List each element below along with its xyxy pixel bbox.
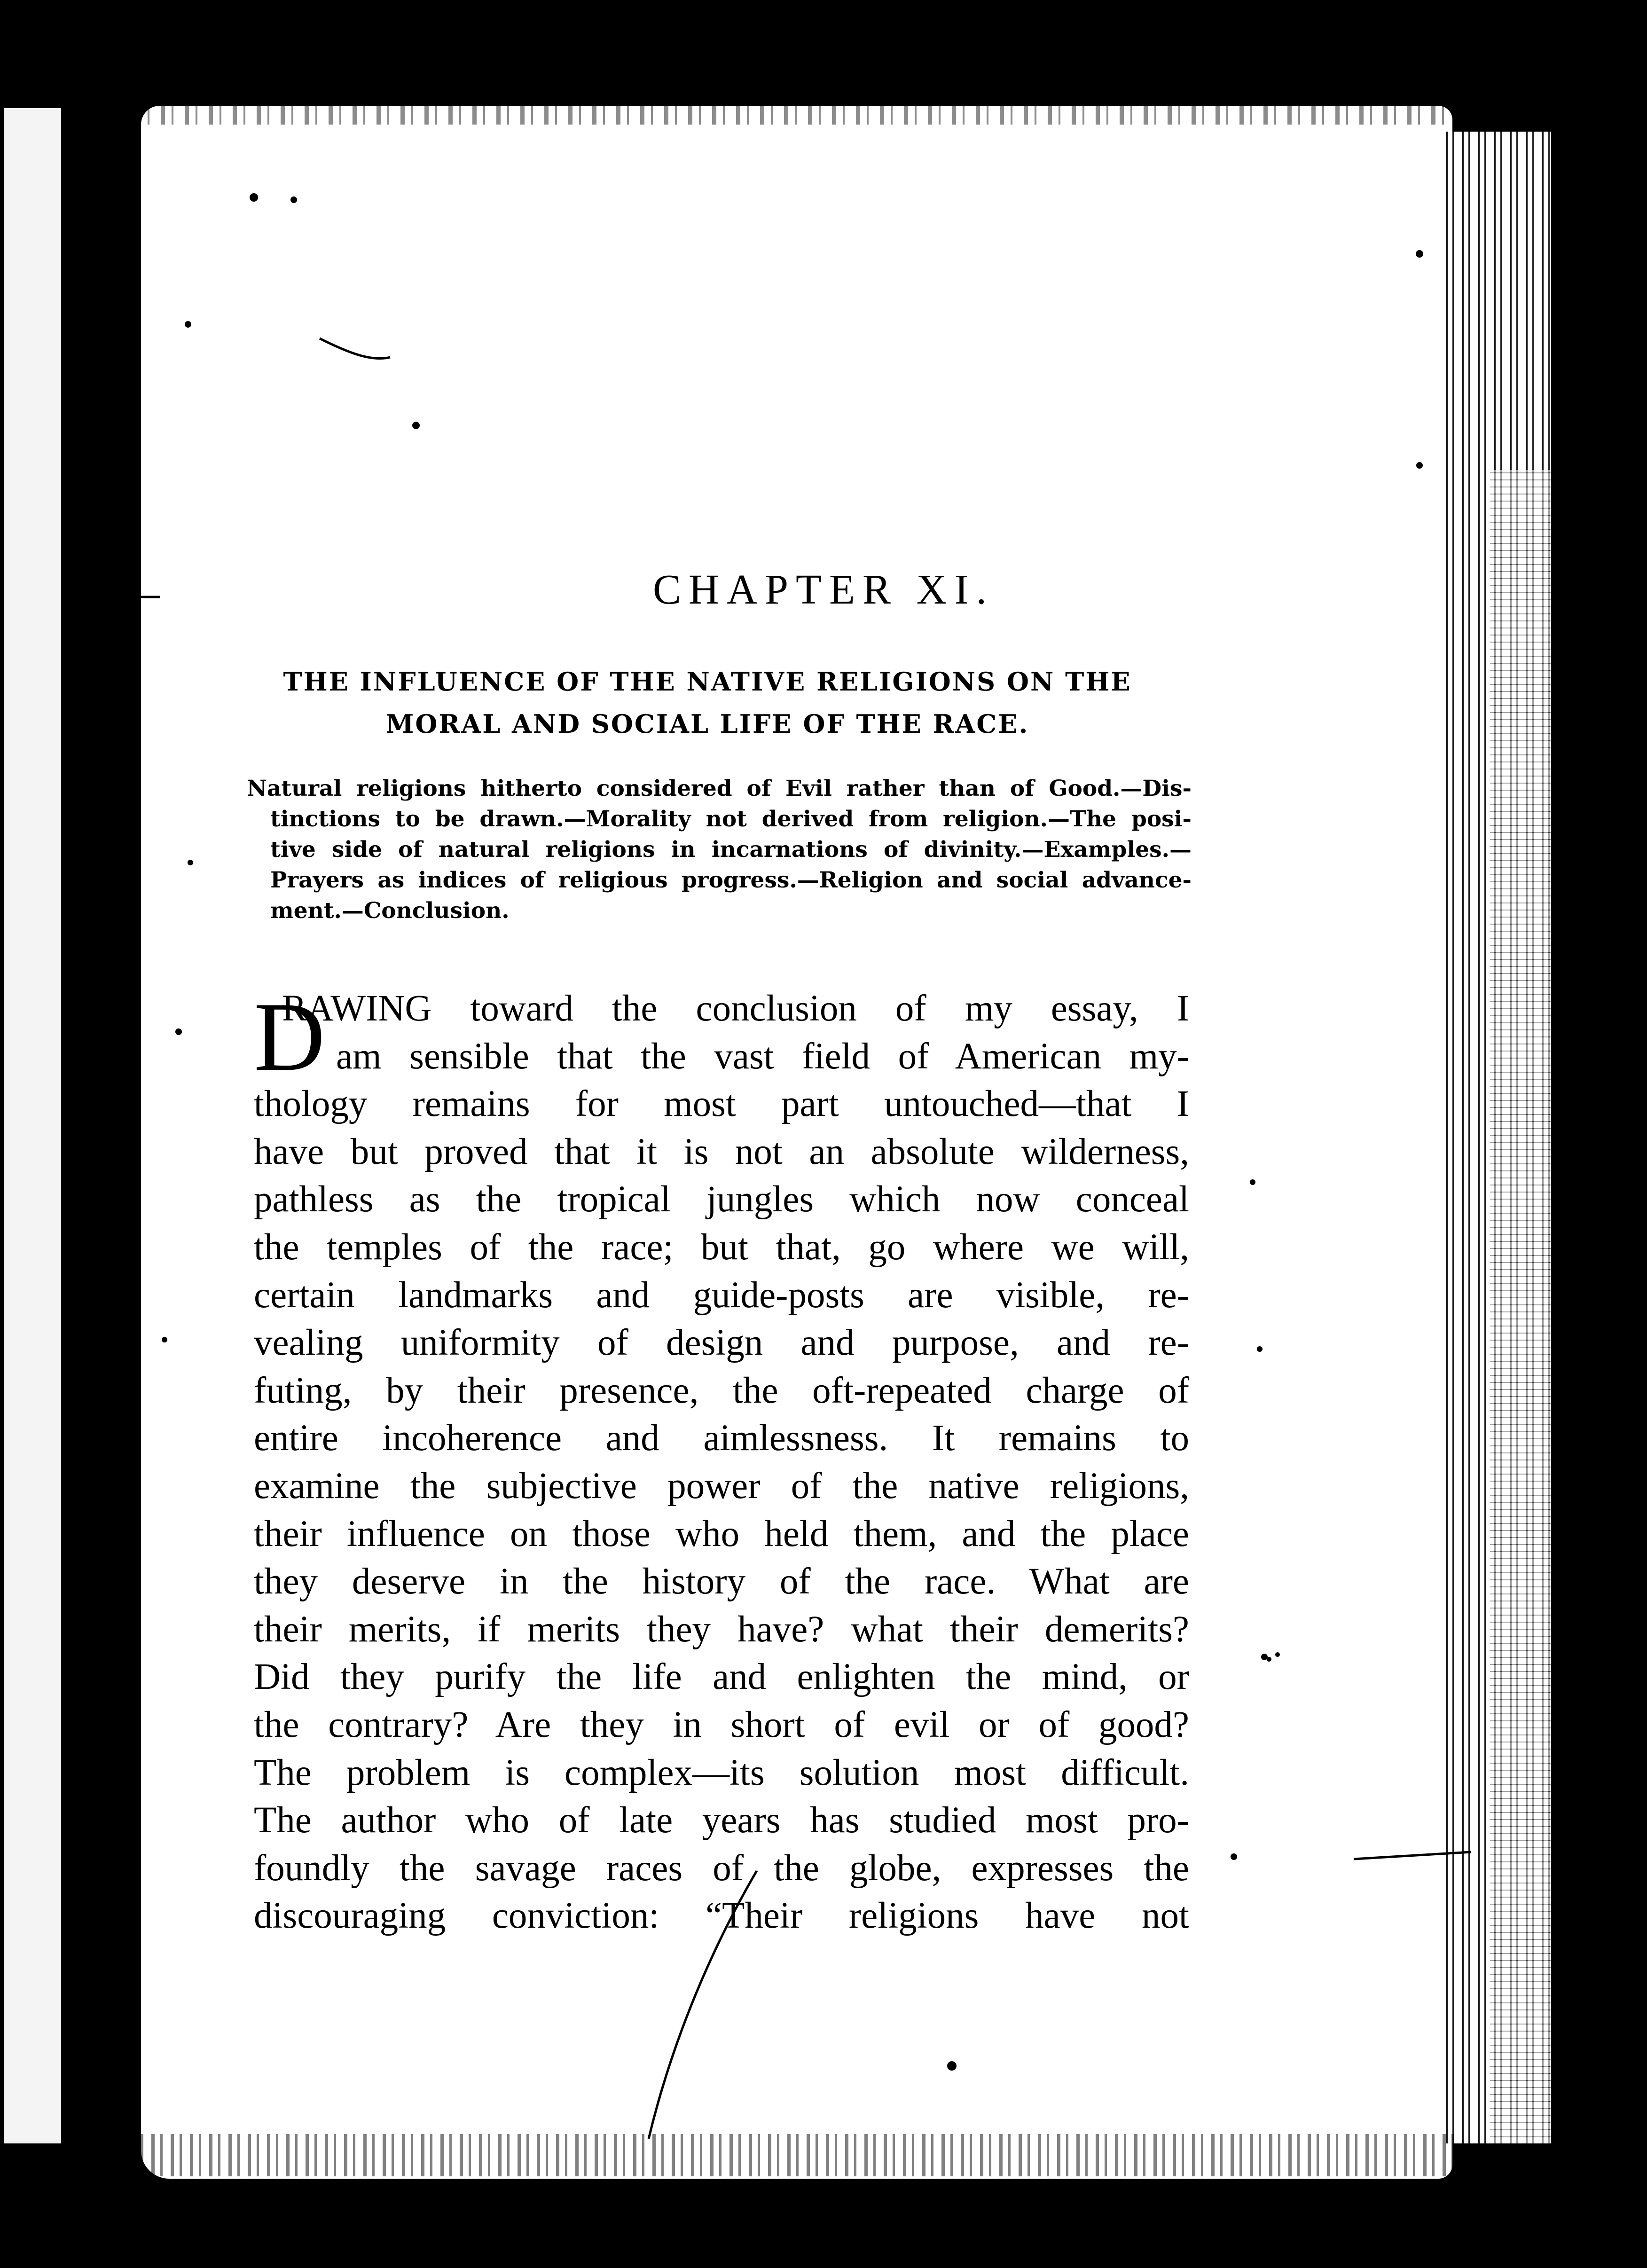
body-line: their merits, if merits they have? what their demerits? xyxy=(254,1609,1189,1650)
body-text xyxy=(254,982,1189,1940)
body-line: they deserve in the history of the race. What are xyxy=(254,1561,1189,1602)
chapter-title-line: THE INFLUENCE OF THE NATIVE RELIGIONS ON THE xyxy=(283,667,1132,697)
body-line: vealing uniformity of design and purpose, and re- xyxy=(254,1322,1189,1364)
body-line: The problem is complex—its solution most difficult. xyxy=(254,1752,1189,1793)
chapter-heading: CHAPTER XI. xyxy=(652,566,995,613)
chapter-title xyxy=(226,660,1189,745)
body-line: Did they purify the life and enlighten the mind, or xyxy=(254,1656,1189,1698)
body-line: examine the subjective power of the native religions, xyxy=(254,1465,1189,1507)
body-line: foundly the savage races of the globe, expresses the xyxy=(254,1847,1189,1889)
drop-cap: D xyxy=(254,982,325,1091)
body-line: pathless as the tropical jungles which now conceal xyxy=(254,1179,1189,1220)
body-line: am sensible that the vast field of American my- xyxy=(336,1036,1189,1077)
synopsis-line: Prayers as indices of religious progress.—Religion and social advance- xyxy=(270,867,1192,893)
body-line: their influence on those who held them, and the place xyxy=(254,1513,1189,1554)
body-line: the contrary? Are they in short of evil or of good? xyxy=(254,1704,1189,1745)
synopsis-line: Natural religions hitherto considered of Evil rather than of Good.—Dis- xyxy=(247,776,1192,801)
body-line: The author who of late years has studied most pro- xyxy=(254,1800,1189,1841)
body-line: RAWING toward the conclusion of my essay, I xyxy=(282,988,1189,1029)
body-line: futing, by their presence, the oft-repeated charge of xyxy=(254,1370,1189,1411)
body-line: thology remains for most part untouched—that I xyxy=(254,1083,1189,1125)
chapter-title-line: MORAL AND SOCIAL LIFE OF THE RACE. xyxy=(385,709,1029,739)
synopsis-line: tive side of natural religions in incarnations of divinity.—Examples.— xyxy=(270,837,1192,863)
body-line: entire incoherence and aimlessness. It remains to xyxy=(254,1418,1189,1459)
body-line: certain landmarks and guide-posts are visible, re- xyxy=(254,1274,1189,1316)
body-line: have but proved that it is not an absolute wilderness, xyxy=(254,1131,1189,1172)
chapter-synopsis xyxy=(247,773,1192,926)
synopsis-line: tinctions to be drawn.—Morality not derived from religion.—The posi- xyxy=(270,806,1192,832)
body-line: the temples of the race; but that, go where we will, xyxy=(254,1226,1189,1268)
body-line: discouraging conviction: “Their religions have not xyxy=(254,1895,1189,1937)
synopsis-line: ment.—Conclusion. xyxy=(270,898,510,924)
